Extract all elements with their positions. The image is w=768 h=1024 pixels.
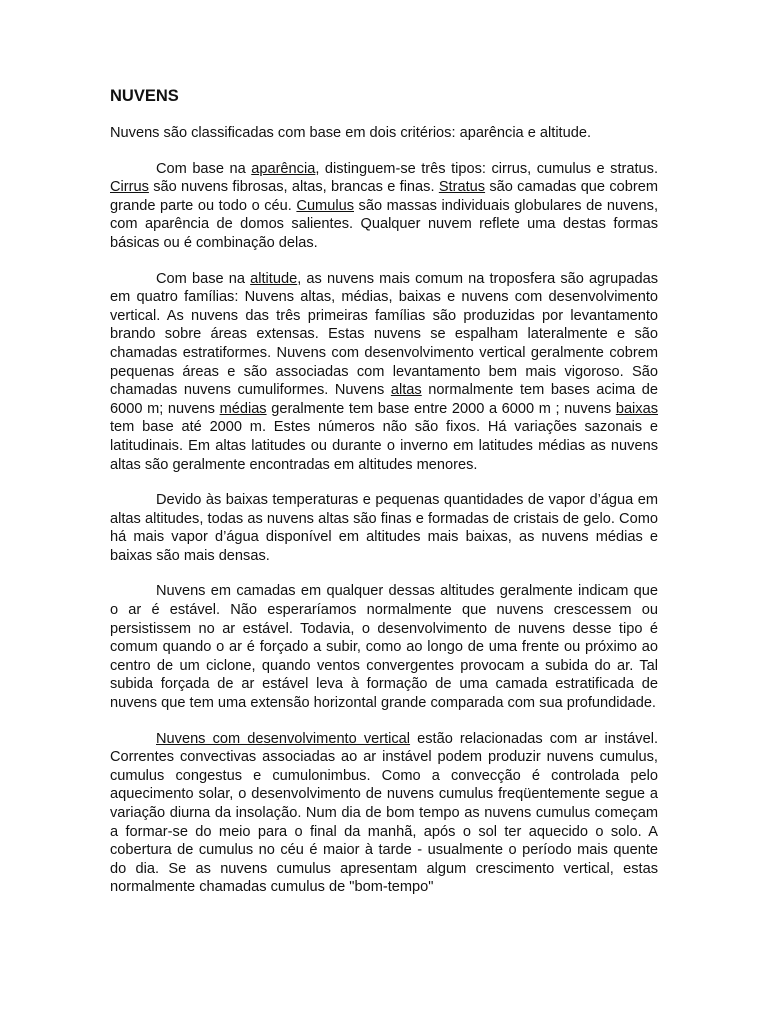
vapor-paragraph: Devido às baixas temperaturas e pequenas quantidades de vapor d’água em altas altitudes, todas as nuvens altas são finas e formadas de cristais de gelo. Como há mais vapor d’água disponível em altitudes mais baixas, as nuvens médias e baixas são mais densas. bbox=[110, 492, 658, 564]
text-run: são camadas que cobrem grande parte ou todo o céu. bbox=[110, 179, 658, 214]
underlined-term-baixas: baixas bbox=[615, 400, 659, 417]
text-run: geralmente tem base entre 2000 a 6000 m ; nuvens bbox=[266, 400, 616, 417]
text-run: , distinguem-se três tipos: cirrus, cumulus e stratus. bbox=[315, 160, 659, 177]
underlined-term-cirrus: Cirrus bbox=[110, 179, 149, 196]
text-run: são nuvens fibrosas, altas, brancas e finas. bbox=[148, 179, 439, 196]
stable-air-paragraph: Nuvens em camadas em qualquer dessas altitudes geralmente indicam que o ar é estável. Não esperaríamos normalmente que nuvens crescessem ou persistissem no ar estável. Todavia, o desenvolvimento de nuvens desse tipo é comum quando o ar é forçado a subir, como ao longo de uma frente ou próximo ao centro de um ciclone, quando ventos convergentes provocam a subida do ar. Tal subida forçada de ar estável leva à formação de uma camada estratificada de nuvens que tem uma extensão horizontal grande comparada com sua profundidade. bbox=[110, 583, 658, 712]
altitude-paragraph bbox=[110, 270, 658, 475]
underlined-term-medias: médias bbox=[219, 400, 267, 417]
text-run: estão relacionadas com ar instável. Correntes convectivas associadas ao ar instável podem produzir nuvens cumulus, cumulus congestus e cumulonimbus. Como a convecção é controlada pelo aquecimento solar, o desenvolvimento de nuvens cumulus freqüentemente segue a variação diurna da insolação. Num dia de bom tempo as nuvens cumulus começam a formar-se do meio para o final da manhã, após o sol ter aquecido o solo. A cobertura de cumulus no céu é maior à tarde - usualmente o período mais quente do dia. Se as nuvens cumulus apresentam algum crescimento vertical, estas normalmente chamadas cumulus de "bom-tempo" bbox=[110, 730, 658, 896]
text-run: são massas individuais globulares de nuvens, com aparência de domos salientes. Qualquer nuvem reflete uma destas formas básicas ou é combinação delas. bbox=[110, 197, 658, 251]
appearance-paragraph bbox=[110, 160, 658, 253]
text-run: tem base até 2000 m. Estes números não são fixos. Há variações sazonais e latitudinais. Em altas latitudes ou durante o inverno em latitudes médias as nuvens altas são geralmente encontradas em altitudes menores. bbox=[110, 419, 658, 473]
underlined-term-altitude: altitude bbox=[250, 270, 298, 287]
underlined-term-vertical-development: Nuvens com desenvolvimento vertical bbox=[156, 730, 411, 747]
document-title: NUVENS bbox=[110, 87, 179, 105]
text-run: , as nuvens mais comum na troposfera são agrupadas em quatro famílias: Nuvens altas, médias, baixas e nuvens com desenvolvimento vertical. As nuvens das três primeiras famílias são produzidas por levantamento brando sobre áreas extensas. Estas nuvens se espalham lateralmente e são chamadas estratiformes. Nuvens com desenvolvimento vertical geralmente cobrem pequenas áreas e são associadas com levantamento bem mais vigoroso. São chamadas nuvens cumuliformes. Nuvens bbox=[110, 270, 659, 399]
intro-paragraph: Nuvens são classificadas com base em dois critérios: aparência e altitude. bbox=[110, 125, 592, 141]
text-run: normalmente tem bases acima de 6000 m; nuvens bbox=[110, 382, 659, 417]
text-run: Com base na bbox=[156, 270, 251, 287]
text-run: Com base na bbox=[156, 160, 252, 177]
underlined-term-altas: altas bbox=[390, 382, 422, 399]
vertical-development-paragraph bbox=[110, 730, 658, 897]
underlined-term-stratus: Stratus bbox=[438, 179, 486, 196]
underlined-term-cumulus: Cumulus bbox=[296, 197, 354, 214]
underlined-term-aparencia: aparência bbox=[251, 160, 316, 177]
